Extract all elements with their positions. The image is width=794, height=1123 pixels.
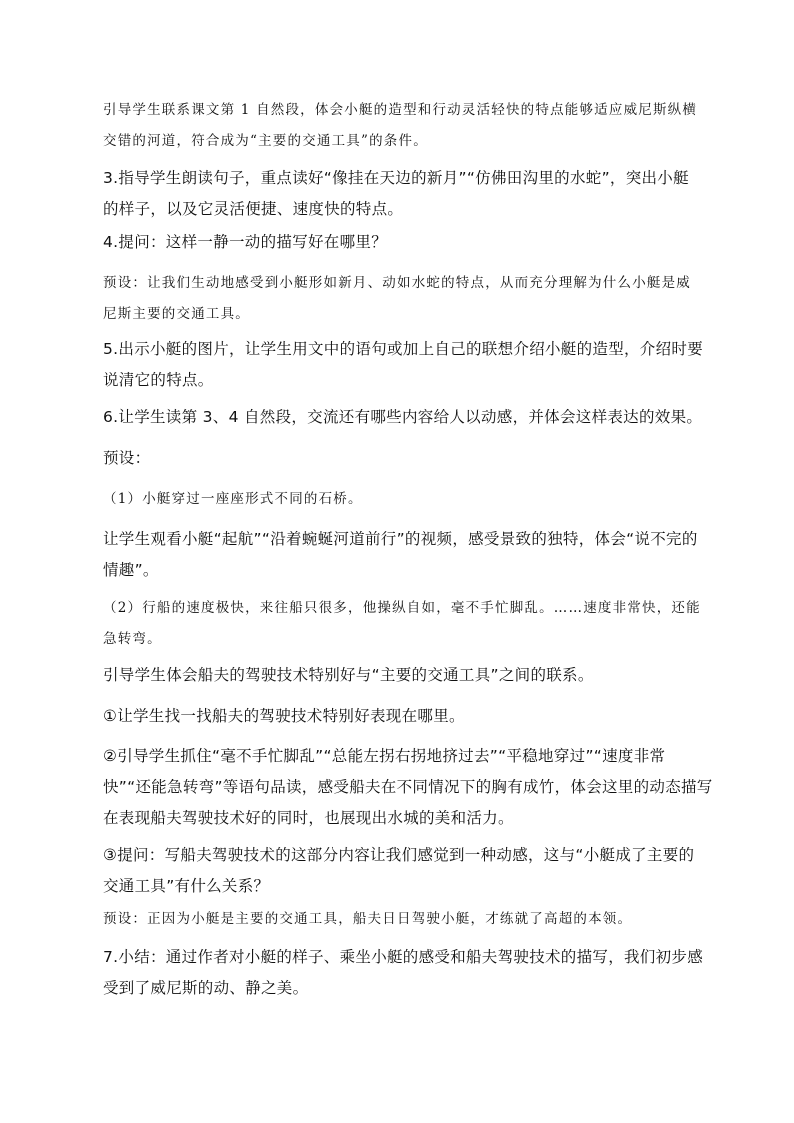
paragraph-13: ②引导学生抓住“毫不手忙脚乱”“总能左拐右拐地挤过去”“平稳地穿过”“速度非常快”“还能急转弯”等语句品读，感受船夫在不同情况下的胸有成竹，体会这里的动态描写在表现船夫驾驶技术好的同时，也展现出水城的美和活力。 (103, 747, 713, 827)
paragraph-12: ①让学生找一找船夫的驾驶技术特别好表现在哪里。 (103, 707, 465, 725)
paragraph-5: 5.出示小艇的图片，让学生用文中的语句或加上自己的联想介绍小艇的造型，介绍时要说清它的特点。 (103, 340, 703, 389)
paragraph-10: （2）行船的速度极快，来往船只很多，他操纵自如，毫不手忙脚乱。……速度非常快，还能急转弯。 (103, 600, 701, 647)
paragraph-14: ③提问：写船夫驾驶技术的这部分内容让我们感觉到一种动感，这与“小艇成了主要的交通工具”有什么关系？ (103, 846, 695, 895)
paragraph-6: 6.让学生读第 3、4 自然段，交流还有哪些内容给人以动感，并体会这样表达的效果。 (103, 408, 703, 426)
paragraph-16: 7.小结：通过作者对小艇的样子、乘坐小艇的感受和船夫驾驶技术的描写，我们初步感受到了威尼斯的动、静之美。 (103, 948, 703, 997)
paragraph-1: 引导学生联系课文第 1 自然段，体会小艇的造型和行动灵活轻快的特点能够适应威尼斯纵横交错的河道，符合成为“主要的交通工具”的条件。 (103, 102, 698, 149)
paragraph-4: 预设：让我们生动地感受到小艇形如新月、动如水蛇的特点，从而充分理解为什么小艇是威尼斯主要的交通工具。 (103, 275, 691, 322)
paragraph-11: 引导学生体会船夫的驾驶技术特别好与“主要的交通工具”之间的联系。 (103, 666, 594, 684)
paragraph-2: 3.指导学生朗读句子，重点读好“像挂在天边的新月”“仿佛田沟里的水蛇”，突出小艇的样子，以及它灵活便捷、速度快的特点。 (103, 169, 689, 218)
paragraph-7: 预设： (103, 449, 151, 467)
paragraph-8: （1）小艇穿过一座座形式不同的石桥。 (103, 491, 363, 507)
paragraph-15: 预设：正因为小艇是主要的交通工具，船夫日日驾驶小艇，才练就了高超的本领。 (103, 911, 633, 927)
paragraph-9: 让学生观看小艇“起航”“沿着蜿蜒河道前行”的视频，感受景致的独特，体会“说不完的情趣”。 (103, 530, 698, 579)
paragraph-3: 4.提问：这样一静一动的描写好在哪里？ (103, 233, 387, 251)
